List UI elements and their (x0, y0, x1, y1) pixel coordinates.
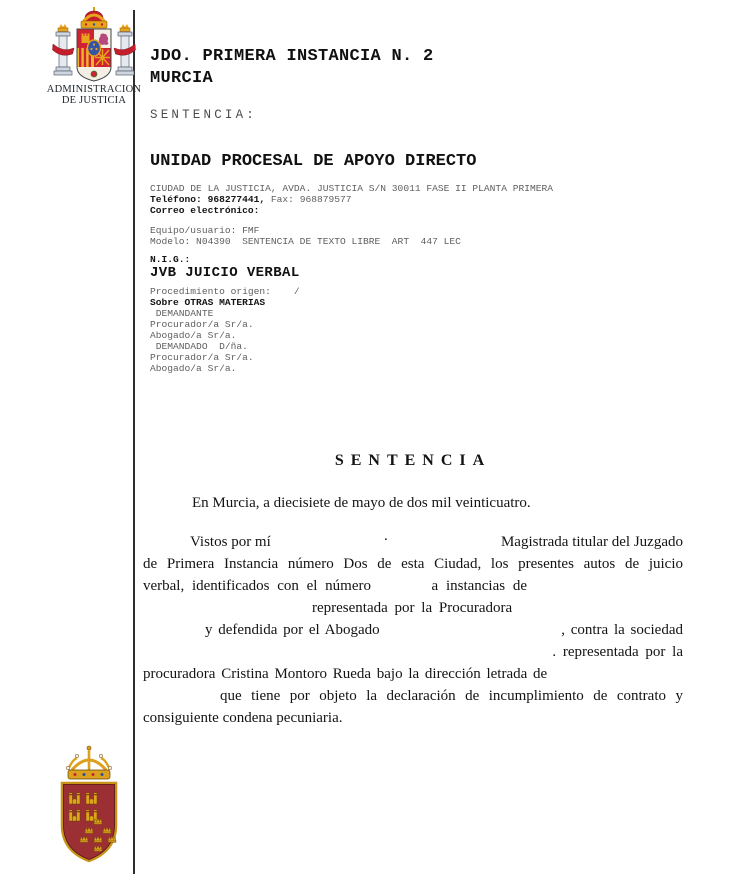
procedimiento-origen-line: Procedimiento origen: / (150, 286, 300, 297)
phone-value: Teléfono: 968277441, (150, 194, 266, 205)
caption-line1: ADMINISTRACION (46, 84, 142, 95)
paragraph-line-2: de Primera Instancia número Dos de esta Ciudad, los presentes autos de juicio (143, 556, 683, 572)
paragraph-line-1 (143, 528, 683, 553)
court-name-line2: MURCIA (150, 69, 214, 88)
line1-seg-c: Magistrada titular del Juzgado (500, 534, 683, 550)
line1-redaction-dot: . (384, 528, 388, 544)
court-address: CIUDAD DE LA JUSTICIA, AVDA. JUSTICIA S/N 30011 FASE II PLANTA PRIMERA (150, 183, 554, 194)
judgment-date-line: En Murcia, a diecisiete de mayo de dos mil veinticuatro. (192, 495, 531, 511)
paragraph-line-6: . representada por la (552, 644, 683, 660)
party-procurador-1: Procurador/a Sr/a. (150, 319, 254, 330)
equipo-usuario-line: Equipo/usuario: FMF (150, 225, 260, 236)
spain-coat-of-arms-icon (50, 6, 138, 84)
paragraph-line-5 (143, 619, 683, 641)
murcia-coat-of-arms-icon (56, 742, 128, 868)
unit-title: UNIDAD PROCESAL DE APOYO DIRECTO (150, 152, 477, 171)
court-name-line1: JDO. PRIMERA INSTANCIA N. 2 (150, 47, 434, 66)
judgment-title: SENTENCIA (334, 452, 492, 469)
modelo-line: Modelo: N04390 SENTENCIA DE TEXTO LIBRE ART 447 LEC (150, 236, 461, 247)
party-demandado: DEMANDADO D/ña. (150, 341, 248, 352)
sentencia-label: SENTENCIA: (150, 108, 258, 122)
party-procurador-2: Procurador/a Sr/a. (150, 352, 254, 363)
caption-line2: DE JUSTICIA (61, 95, 127, 106)
administracion-de-justicia-caption (42, 84, 146, 106)
paragraph-line-3 (143, 575, 683, 597)
judgment-paragraph (143, 528, 683, 729)
sobre-line: Sobre OTRAS MATERIAS (150, 297, 266, 308)
line3-seg-b: a instancias de (431, 578, 527, 594)
paragraph-line-4: representada por la Procuradora (312, 600, 513, 616)
party-demandante: DEMANDANTE (150, 308, 214, 319)
party-abogado-2: Abogado/a Sr/a. (150, 363, 237, 374)
case-type: JVB JUICIO VERBAL (150, 265, 300, 281)
line1-seg-a: Vistos por mí (190, 534, 271, 550)
line5-seg-a: y defendida por el Abogado (205, 622, 380, 638)
paragraph-line-8: que tiene por objeto la declaración de incumplimiento de contrato y (220, 688, 683, 704)
fax-value: Fax: 968879577 (265, 194, 352, 205)
email-label: Correo electrónico: (150, 205, 260, 216)
nig-label: N.I.G.: (150, 254, 191, 265)
left-margin-rule (133, 10, 135, 874)
paragraph-line-7: procuradora Cristina Montoro Rueda bajo la dirección letrada de (143, 666, 548, 682)
line3-seg-a: verbal, identificados con el número (143, 578, 372, 594)
paragraph-line-9: consiguiente condena pecuniaria. (143, 710, 343, 726)
phone-fax-line (150, 194, 352, 205)
party-abogado-1: Abogado/a Sr/a. (150, 330, 237, 341)
line5-seg-b: , contra la sociedad (561, 622, 683, 638)
